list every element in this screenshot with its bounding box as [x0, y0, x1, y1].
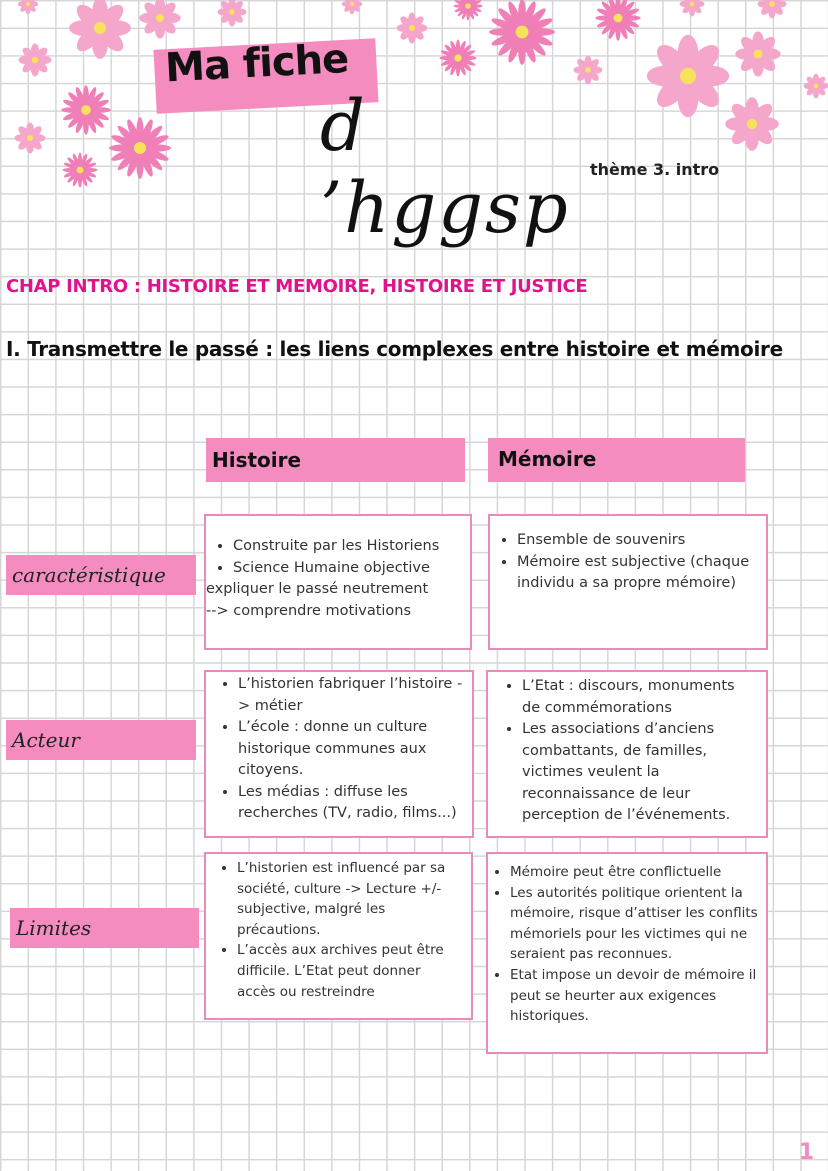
list-item: • Ensemble de souvenirs	[517, 530, 756, 552]
flower-icon	[15, 123, 46, 154]
column-header-memoire: Mémoire	[488, 438, 745, 482]
list-item: • L’historien est influencé par sa société, culture -> Lecture +/- subjective, malgré les précautions.	[237, 858, 449, 940]
flower-icon	[574, 56, 603, 85]
list-item: • L’école : donne un culture historique communes aux citoyens.	[238, 717, 470, 782]
flower-icon	[804, 74, 828, 99]
theme-label: thème 3. intro	[590, 160, 720, 179]
flower-icon	[647, 35, 729, 117]
cell-memoire-acteur	[486, 670, 768, 838]
cell-memoire-limites	[486, 852, 768, 1054]
cell-histoire-limites	[204, 852, 473, 1020]
list-item: • Les autorités politique orientent la mémoire, risque d’attiser les conflits mémoriels pour les victimes qui ne seraient pas reconnues.	[510, 883, 764, 965]
list-item: • L’historien fabriquer l’histoire -> métier	[238, 674, 470, 717]
flower-icon	[454, 0, 483, 20]
section-title: I. Transmettre le passé : les liens complexes entre histoire et mémoire	[6, 337, 783, 361]
cell-memoire-caracteristique	[488, 514, 768, 650]
flower-icon	[397, 13, 428, 44]
cell-histoire-caracteristique	[204, 514, 472, 650]
list-item: • Construite par les Historiens	[233, 536, 470, 558]
flower-icon	[758, 0, 787, 18]
cell-histoire-acteur	[204, 670, 474, 838]
flower-icon	[109, 117, 171, 179]
flower-icon	[69, 0, 131, 59]
flower-icon	[61, 85, 110, 134]
page-number: 1	[798, 1140, 814, 1165]
list-item: expliquer le passé neutrement	[206, 581, 429, 597]
row-label-caracteristique: caractéristique	[6, 555, 196, 595]
list-item: • Science Humaine objective	[233, 558, 470, 580]
column-header-histoire: Histoire	[206, 438, 465, 482]
flower-icon	[62, 152, 97, 187]
page-title-line1: Ma fiche	[163, 35, 350, 92]
list-item: • Mémoire est subjective (chaque individu a sa propre mémoire)	[517, 552, 756, 595]
list-item: --> comprendre motivations	[206, 602, 412, 619]
flower-icon	[18, 0, 39, 14]
row-label-acteur: Acteur	[6, 720, 196, 760]
flower-icon	[342, 0, 363, 14]
flower-icon	[218, 0, 247, 26]
flower-icon	[139, 0, 180, 39]
flower-icon	[680, 0, 705, 16]
row-label-limites: Limites	[10, 908, 199, 948]
flower-icon	[489, 0, 555, 65]
list-item: • Les médias : diffuse les recherches (TV, radio, films...)	[238, 782, 470, 825]
flower-icon	[439, 39, 476, 76]
list-item: • L’accès aux archives peut être difficile. L’Etat peut donner accès ou restreindre	[237, 940, 449, 1002]
list-item: • Mémoire peut être conflictuelle	[510, 862, 764, 883]
page-title-line2: d ’hggsp	[320, 85, 570, 249]
chapter-title: CHAP INTRO : HISTOIRE ET MEMOIRE, HISTOIRE ET JUSTICE	[6, 276, 588, 297]
flower-icon	[595, 0, 640, 41]
list-item: • Etat impose un devoir de mémoire il peut se heurter aux exigences historiques.	[510, 965, 764, 1027]
flower-icon	[735, 31, 780, 76]
flower-icon	[725, 97, 779, 151]
list-item: • L’Etat : discours, monuments de commémorations	[522, 676, 752, 719]
flower-icon	[19, 44, 52, 77]
list-item: • Les associations d’anciens combattants, de familles, victimes veulent la reconnaissance de leur perception de l’événements.	[522, 719, 752, 827]
